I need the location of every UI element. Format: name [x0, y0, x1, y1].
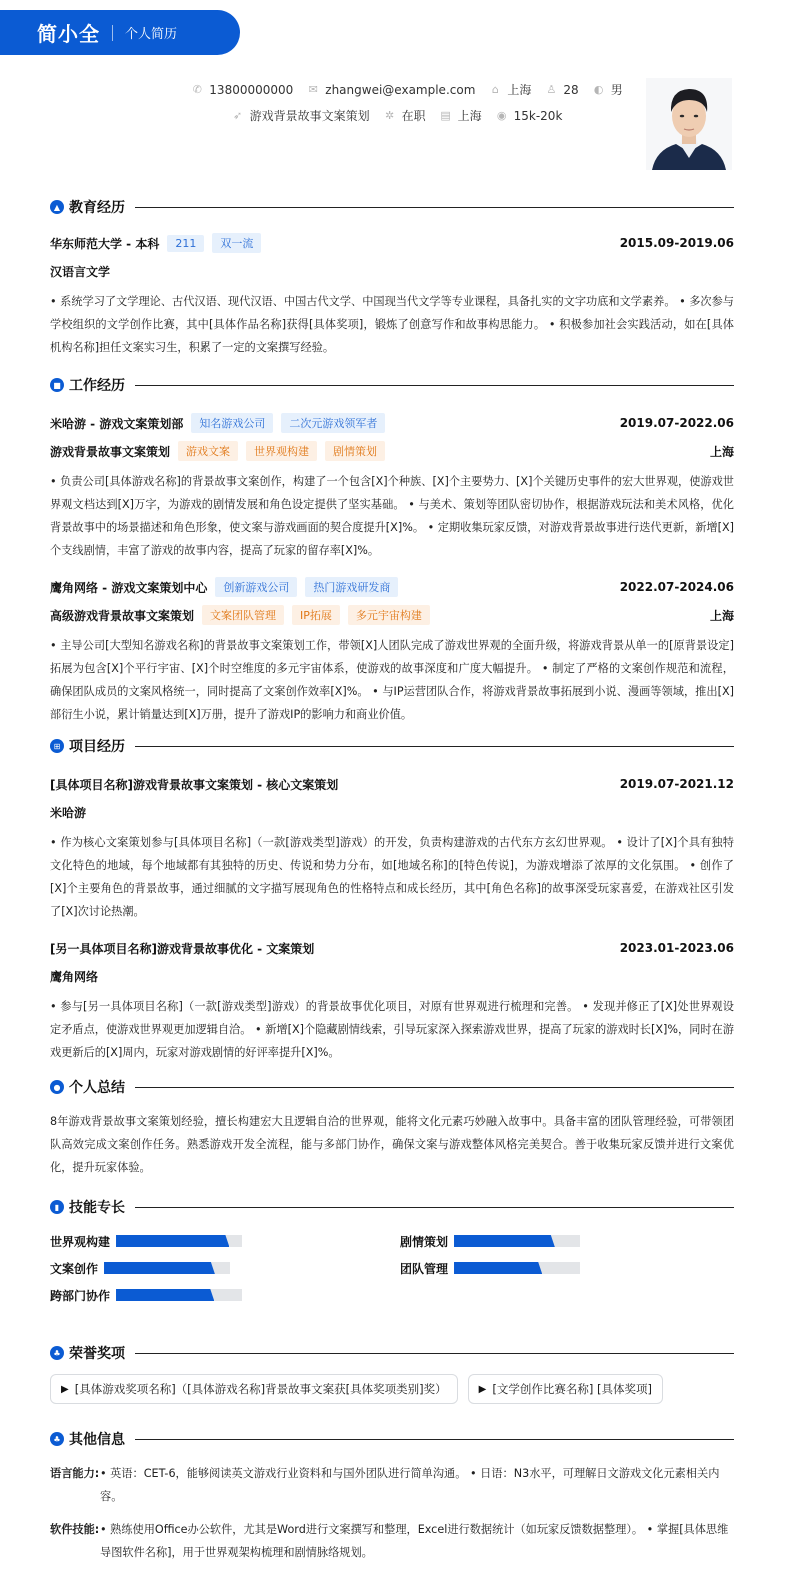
work-section: [50, 374, 734, 726]
awards-list: [50, 1374, 734, 1404]
section-divider: [135, 1439, 734, 1440]
company-name: 米哈游 - 游戏文案策划部: [50, 416, 184, 431]
education-section: [50, 196, 734, 359]
section-divider: [135, 1087, 734, 1088]
contact-salary: [496, 107, 563, 124]
company-tag: 知名游戏公司: [191, 413, 273, 433]
contact-age: [545, 81, 578, 98]
award-label: [具体游戏奖项名称]（[具体游戏名称]背景故事文案获[具体奖项类别]奖）: [74, 1382, 447, 1396]
avatar-portrait-icon: [646, 78, 732, 170]
education-date: 2015.09-2019.06: [619, 236, 734, 250]
skill-bar-fill: [454, 1262, 542, 1274]
work-item: [50, 412, 734, 562]
other-item-language: [50, 1462, 734, 1508]
project-name: [另一具体项目名称]游戏背景故事优化 - 文案策划: [50, 941, 315, 956]
skill-item: [400, 1261, 730, 1275]
work-title: 工作经历: [69, 378, 125, 394]
briefcase-icon: ■: [50, 378, 64, 392]
awards-title: 荣誉奖项: [69, 1346, 125, 1362]
work-description: • 负责公司[具体游戏名称]的背景故事文案创作，构建了一个包含[X]个种族、[X]个主要势力、[X]个关键历史事件的宏大世界观，使游戏世界观文档达到[X]万字，为游戏的剧情发展和角色设定提供了坚实基础。 • 与美术、策划等团队密切协作，根据游戏玩法和美术风格，优化背景故事中的场景描述和角色形象，使文案与游戏画面的契合度提升[X]%。 • 定期收集玩家反馈，对游戏背景故事进行迭代更新，新增[X]个支线剧情，丰富了游戏的故事内容，提高了玩家的留存率[X]%。: [50, 475, 734, 557]
education-description: • 系统学习了文学理论、古代汉语、现代汉语、中国古代文学、中国现当代文学等专业课程，具备扎实的文字功底和文学素养。 • 多次参与学校组织的文学创作比赛，其中[具体作品名称]获得[具体奖项]，锻炼了创意写作和故事构思能力。 • 积极参加社会实践活动，如在[具体机构名称]担任文案实习生，积累了一定的文案撰写经验。: [50, 295, 734, 354]
skill-item: [50, 1288, 400, 1302]
brand-logo: 简小全: [37, 22, 100, 46]
work-header: [50, 374, 734, 396]
other-text: • 熟练使用Office办公软件，尤其是Word进行文案撰写和整理，Excel进行数据统计（如玩家反馈数据整理）。 • 掌握[具体思维导图软件名称]，用于世界观架构梳理和剧情脉络规划。: [100, 1523, 729, 1559]
section-divider: [135, 207, 734, 208]
other-label: 语言能力:: [50, 1467, 100, 1480]
profile-photo: [646, 78, 732, 170]
home-value: 上海: [507, 83, 532, 97]
caret-right-icon: ▶: [61, 1383, 69, 1395]
salary-value: 15k-20k: [513, 108, 563, 123]
award-icon: ♣: [50, 1346, 64, 1360]
skill-bar-fill: [116, 1289, 214, 1301]
skill-item: [50, 1261, 400, 1275]
other-section: [50, 1428, 734, 1564]
position-tag: 游戏文案: [178, 441, 238, 461]
contact-city: [440, 107, 482, 124]
age-icon: ♙: [546, 83, 557, 96]
phone-value: 13800000000: [209, 82, 294, 97]
skill-item: [50, 1234, 400, 1248]
education-header: [50, 196, 734, 218]
user-icon: ●: [50, 1080, 64, 1094]
project-description: • 作为核心文案策划参与[具体项目名称]（一款[游戏类型]游戏）的开发，负责构建游戏的古代东方玄幻世界观。 • 设计了[X]个具有独特文化特色的地域，每个地域都有其独特的历史、传说和势力分布，如[地域名称]的[特色传说]，为游戏增添了浓厚的文化氛围。 • 创作了[X]个主要角色的背景故事，通过细腻的文字描写展现角色的性格特点和成长经历，其中[角色名称]的故事深受玩家喜爱，在游戏社区引发了[X]次讨论热潮。: [50, 836, 734, 918]
contact-target-job: [232, 107, 370, 124]
skill-bar: [116, 1289, 242, 1301]
position-tag: 多元宇宙构建: [348, 605, 430, 625]
education-title: 教育经历: [69, 200, 125, 216]
projects-header: [50, 735, 734, 757]
awards-header: [50, 1342, 734, 1364]
position-tag: 世界观构建: [246, 441, 317, 461]
skill-bar: [454, 1262, 580, 1274]
email-value: zhangwei@example.com: [325, 82, 476, 97]
status-icon: ✲: [384, 109, 395, 122]
award-item[interactable]: [468, 1374, 663, 1404]
position-name: 游戏背景故事文案策划: [50, 444, 171, 459]
other-text: • 英语：CET-6，能够阅读英文游戏行业资料和与国外团队进行简单沟通。 • 日语：N3水平，可理解日文游戏文化元素相关内容。: [100, 1467, 720, 1503]
project-date: 2019.07-2021.12: [619, 777, 734, 791]
skill-bar: [454, 1235, 580, 1247]
mail-icon: ✉: [308, 83, 318, 96]
projects-section: [50, 735, 734, 1064]
grid-icon: ⊞: [50, 739, 64, 753]
work-description: • 主导公司[大型知名游戏名称]的背景故事文案策划工作，带领[X]人团队完成了游戏世界观的全面升级，将游戏背景从单一的[原背景设定]拓展为包含[X]个平行宇宙、[X]个时空维度的多元宇宙体系，使游戏的故事深度和广度大幅提升。 • 制定了严格的文案创作规范和流程，确保团队成员的文案风格统一，同时提高了文案创作效率[X]%。 • 与IP运营团队合作，将游戏背景故事拓展到小说、漫画等领域，推出[X]部衍生小说，累计销量达到[X]万册，提升了游戏IP的影响力和商业价值。: [50, 639, 734, 721]
company-tag: 热门游戏研发商: [305, 577, 398, 597]
education-item: [50, 232, 734, 359]
school-tag: 双一流: [212, 233, 261, 253]
school-name: 华东师范大学 - 本科: [50, 236, 160, 251]
project-description: • 参与[另一具体项目名称]（一款[游戏类型]游戏）的背景故事优化项目，对原有世界观进行梳理和完善。 • 发现并修正了[X]处世界观设定矛盾点，使游戏世界观更加逻辑自洽。 • 新增[X]个隐藏剧情线索，引导玩家深入探索游戏世界，提高了玩家的游戏时长[X]%，同时在游戏更新后的[X]周内，玩家对游戏剧情的好评率提升[X]%。: [50, 1000, 734, 1059]
salary-icon: ◉: [496, 109, 507, 122]
skill-name: 世界观构建: [50, 1234, 111, 1249]
skill-bar-fill: [104, 1262, 215, 1274]
position-name: 高级游戏背景故事文案策划: [50, 608, 195, 623]
other-header: [50, 1428, 734, 1450]
other-label: 软件技能:: [50, 1523, 100, 1536]
skill-name: 团队管理: [400, 1261, 449, 1276]
work-location: 上海: [709, 608, 734, 623]
section-divider: [135, 385, 734, 386]
graduation-cap-icon: ▲: [50, 200, 64, 214]
summary-header: [50, 1076, 734, 1098]
brand-subtitle: 个人简历: [125, 27, 178, 42]
skills-title: 技能专长: [69, 1200, 125, 1216]
position-tag: IP拓展: [292, 605, 340, 625]
contact-status: [384, 107, 426, 124]
contact-gender: [593, 81, 623, 98]
project-name: [具体项目名称]游戏背景故事文案策划 - 核心文案策划: [50, 777, 339, 792]
skill-bar-fill: [454, 1235, 555, 1247]
section-divider: [135, 1353, 734, 1354]
other-title: 其他信息: [69, 1432, 125, 1448]
other-item-software: [50, 1518, 734, 1564]
contact-home: [489, 81, 531, 98]
projects-title: 项目经历: [69, 739, 125, 755]
major-name: 汉语言文学: [50, 264, 111, 279]
project-company: 米哈游: [50, 805, 87, 820]
project-item: [50, 773, 734, 923]
target-job-icon: ➶: [232, 109, 243, 122]
company-tag: 二次元游戏领军者: [281, 413, 385, 433]
home-icon: ⌂: [491, 83, 499, 96]
awards-section: [50, 1342, 734, 1404]
school-tag: 211: [167, 235, 204, 252]
position-tag: 剧情策划: [325, 441, 385, 461]
work-item: [50, 576, 734, 726]
skill-item: [400, 1234, 730, 1248]
skill-name: 剧情策划: [400, 1234, 449, 1249]
work-date: 2019.07-2022.06: [619, 416, 734, 430]
skill-bar: [104, 1262, 230, 1274]
skills-grid: [50, 1234, 734, 1302]
award-item[interactable]: [50, 1374, 458, 1404]
status-value: 在职: [401, 109, 426, 123]
summary-section: [50, 1076, 734, 1179]
bar-chart-icon: ▮: [50, 1200, 64, 1214]
skill-bar-fill: [116, 1235, 229, 1247]
project-company: 鹰角网络: [50, 969, 99, 984]
skill-name: 跨部门协作: [50, 1288, 111, 1303]
company-name: 鹰角网络 - 游戏文案策划中心: [50, 580, 208, 595]
position-tag: 文案团队管理: [202, 605, 284, 625]
city-icon: ▤: [440, 109, 451, 122]
target-job-value: 游戏背景故事文案策划: [249, 109, 370, 123]
phone-icon: ✆: [192, 83, 202, 96]
brand-divider: [112, 25, 113, 41]
summary-title: 个人总结: [69, 1080, 125, 1096]
work-date: 2022.07-2024.06: [619, 580, 734, 594]
age-value: 28: [563, 82, 579, 97]
company-tag: 创新游戏公司: [215, 577, 297, 597]
skills-header: [50, 1196, 734, 1218]
contact-phone: [191, 81, 293, 98]
skills-section: [50, 1196, 734, 1302]
gender-value: 男: [610, 83, 623, 97]
award-label: [文学创作比赛名称] [具体奖项]: [492, 1382, 652, 1396]
city-value: 上海: [457, 109, 482, 123]
brand-header: [0, 10, 240, 55]
section-divider: [135, 1207, 734, 1208]
project-item: [50, 937, 734, 1064]
caret-right-icon: ▶: [478, 1383, 487, 1395]
gender-icon: ◐: [593, 83, 604, 96]
skill-name: 文案创作: [50, 1261, 99, 1276]
project-date: 2023.01-2023.06: [619, 941, 734, 955]
info-icon: ♣: [50, 1432, 64, 1446]
summary-text: 8年游戏背景故事文案策划经验，擅长构建宏大且逻辑自洽的世界观，能将文化元素巧妙融入故事中。具备丰富的团队管理经验，可带领团队高效完成文案创作任务。熟悉游戏开发全流程，能与多部门协作，确保文案与游戏整体风格完美契合。善于收集玩家反馈并进行文案优化，提升玩家体验。: [50, 1115, 734, 1174]
skill-bar: [116, 1235, 242, 1247]
work-location: 上海: [709, 444, 734, 459]
section-divider: [135, 746, 734, 747]
contact-email: [307, 81, 475, 98]
